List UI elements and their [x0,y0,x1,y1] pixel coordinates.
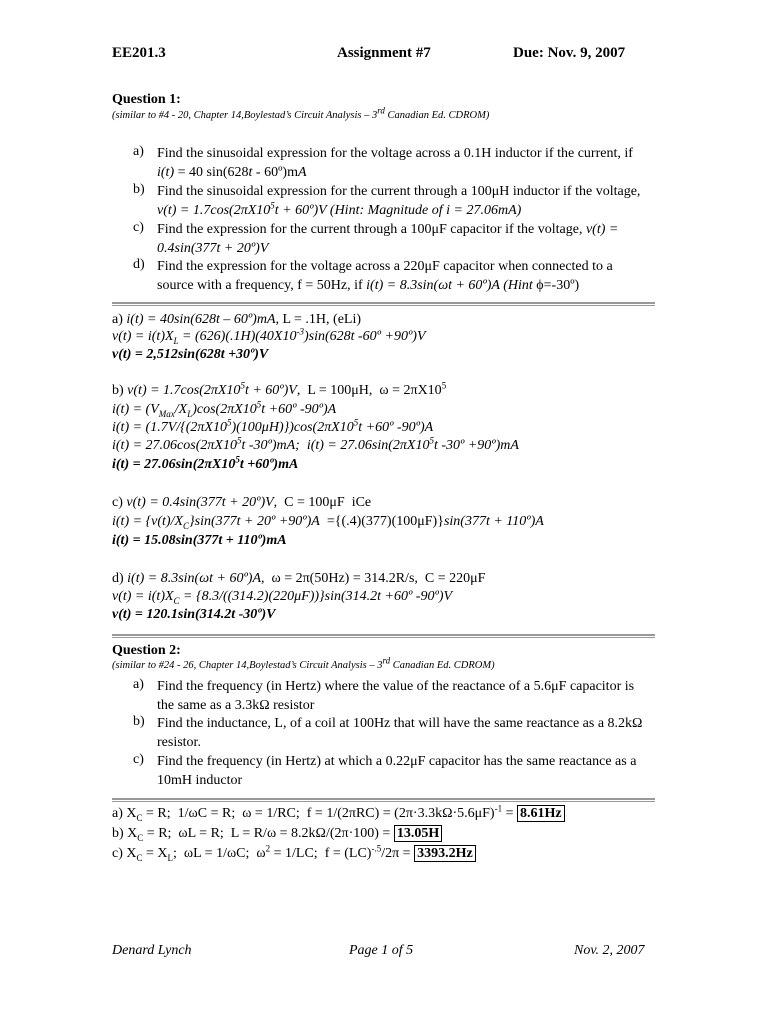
q2-answer-b: b) $X_C = R$; ωL = R; L = R/ω = 8.2kΩ/(2π·100) = 13.05H [112,826,442,842]
q2-answer-c-result: 3393.2Hz [414,845,476,862]
q2-item-a-letter: a) [133,677,144,692]
answer-a-line1: a) i(t) = 40sin(628t – 60º)mA, L = .1H, (eLi) [112,312,362,327]
q1-item-b-letter: b) [133,182,145,197]
answer-b-result: $i(t) = 27.06\sin(2\pi X10^5t$ +60º)mA [112,454,299,472]
answer-b-line4: $i(t) = 27.06\cos(2\pi X10^5t$ -30º)mA; $i(t) = 27.06\sin(2\pi X10^5t$ -30º +90º)mA [112,435,519,453]
answer-c-line2: $i(t) = \{v(t)/X_C\}\sin(377t$ + 20º +90º)A ={(.4)(377)(100μF)}sin(377t + 110º)A [112,514,544,531]
answer-d-line1: d) i(t) = 8.3sin(ωt + 60º)A, ω = 2π(50Hz) = 314.2R/s, C = 220μF [112,571,486,586]
q1-item-a-letter: a) [133,144,144,159]
question1-title: Question 1: [112,92,181,107]
q2-item-b-letter: b) [133,714,145,729]
answer-a-line2: $v(t) = i(t)X_L = (626)(.1H)(40X10^{-3})\sin(628t$ -60º +90º)V [112,326,426,346]
q2-answer-a: a) $X_C = R$; 1/ωC = R; ω = 1/RC; $f = 1/(2\pi RC) = (2\pi\cdot 3.3k\Omega\cdot 5.6\mu F)^{-1} = 8.61Hz$ [112,806,565,822]
q1-item-d-letter: d) [133,257,145,272]
answer-d-result: v(t) = 120.1sin(314.2t -30º)V [112,607,276,622]
assignment-title: Assignment #7 [337,45,431,61]
q1-item-d-text: Find the expression for the voltage across a 220μF capacitor when connected to a source with a frequency, f = 50Hz, if i(t) = 8.3sin(ωt + 60º)A (Hint ϕ=-30º) [157,259,613,293]
footer-author: Denard Lynch [112,943,192,958]
footer-page: Page 1 of 5 [349,943,414,958]
q2-item-b-text: Find the inductance, L, of a coil at 100Hz that will have the same reactance as a 8.2kΩ resistor. [157,716,643,750]
q1-item-c-text: Find the expression for the current through a 100μF capacitor if the voltage, v(t) = 0.4sin(377t + 20º)V [157,222,619,256]
answer-d-line2: $v(t) = i(t)X_C = \{8.3/((314.2)(220\mu F))\}\sin(314.2t$ +60º -90º)V [112,589,453,606]
divider [112,302,655,306]
answer-b-line1: b) $v(t) = 1.7\cos(2\pi X10^5t$ + 60º)V, L = 100μH, $\omega = 2\pi X10^5$ [112,380,447,398]
q2-item-c-text: Find the frequency (in Hertz) at which a 0.22μF capacitor has the same reactance as a 10mH inductor [157,754,637,788]
question1-subtitle: (similar to #4 - 20, Chapter 14,Boylestad’s Circuit Analysis – 3rd Canadian Ed. CDROM) [112,105,490,121]
answer-b-line3: $i(t) = (1.7V/\{(2\pi X10^5)(100\mu H)\})\cos(2\pi X10^5t$ +60º -90º)A [112,417,434,435]
answer-a-result: v(t) = 2,512sin(628t +30º)V [112,347,269,362]
q2-item-c-letter: c) [133,752,144,767]
q1-item-a-text: Find the sinusoidal expression for the voltage across a 0.1H inductor if the current, if i(t) = 40 sin(628t - 60º)mA [157,146,633,180]
question2-title: Question 2: [112,643,181,658]
q2-answer-b-result: 13.05H [394,825,442,842]
footer-date: Nov. 2, 2007 [574,943,645,958]
answer-b-line2: $i(t) = (V_{Max}/X_L)\cos(2\pi X10^5t$ +60º -90º)A [112,399,337,419]
q2-item-a-text: Find the frequency (in Hertz) where the value of the reactance of a 5.6μF capacitor is the same as a 3.3kΩ resistor [157,679,635,713]
course-code: EE201.3 [112,45,166,61]
q1-item-b-text: Find the sinusoidal expression for the current through a 100μH inductor if the voltage, $v(t) = 1.7\cos(2\pi X10^5t$ + 60º)V (Hint: Magnitude of i = 27.06mA) [157,184,641,218]
due-date: Due: Nov. 9, 2007 [513,45,626,61]
q2-answer-c: c) $X_C = X_L$; ωL = 1/ωC; $\omega^2 = 1/LC$; f = (LC)$^{-.5}$/2π = 3393.2Hz [112,846,476,862]
question2-subtitle: (similar to #24 - 26, Chapter 14,Boylestad’s Circuit Analysis – 3rd Canadian Ed. CDROM) [112,655,495,671]
answer-c-result: i(t) = 15.08sin(377t + 110º)mA [112,533,287,548]
q1-item-c-letter: c) [133,220,144,235]
divider [112,798,655,802]
answer-c-line1: c) v(t) = 0.4sin(377t + 20º)V, C = 100μF iCe [112,495,372,510]
q2-answer-a-result: 8.61Hz [517,805,565,822]
divider [112,634,655,638]
